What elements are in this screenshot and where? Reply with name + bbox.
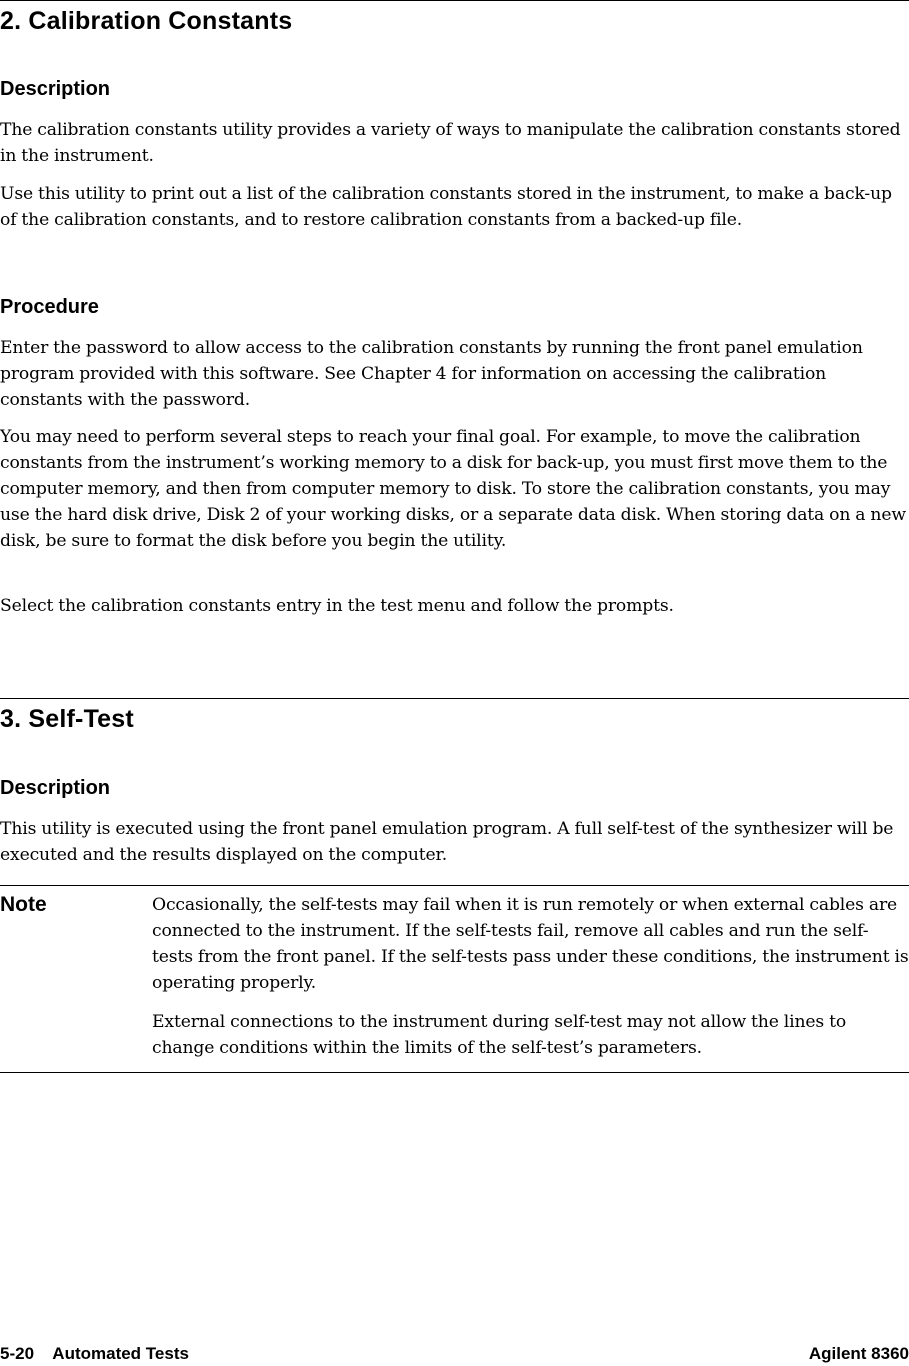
section-2-procedure-paragraph-2: You may need to perform several steps to reach your final goal. For example, to move the calibration constants from the instrument’s working memory to a disk for back-up, you must first move them to the computer memory, and then from computer memory to disk. To store the calibration constants, you may use the hard disk drive, Disk 2 of your working disks, or a separate data disk. When storing data on a new disk, be sure to format the disk before you begin the utility. [0,427,906,551]
section-2-description-heading: Description [0,78,111,100]
section-3-description-heading: Description [0,777,111,799]
section-2-procedure-heading: Procedure [0,296,99,318]
section-2-top-rule [0,0,909,1]
note-paragraph-1: Occasionally, the self-tests may fail when it is run remotely or when external cables are connected to the instrument. If the self-tests fail, remove all cables and run the self-tests from the front panel. If the self-tests pass under these conditions, the instrument is operating properly. [152,895,909,993]
section-2-title: 2. Calibration Constants [0,7,293,35]
section-2-description-paragraph-2: Use this utility to print out a list of the calibration constants stored in the instrument, to make a back-up of the calibration constants, and to restore calibration constants from a backed-up file. [0,184,892,230]
section-2-description-paragraph-1: The calibration constants utility provides a variety of ways to manipulate the calibration constants stored in the instrument. [0,120,901,166]
section-3-description-paragraph-1: This utility is executed using the front panel emulation program. A full self-test of the synthesizer will be executed and the results displayed on the computer. [0,819,894,865]
section-3-top-rule [0,698,909,699]
footer-page-section: 5-20 Automated Tests [0,1344,189,1363]
footer-product-name: Agilent 8360 [808,1344,909,1363]
note-label: Note [0,893,47,916]
section-2-procedure-paragraph-3: Select the calibration constants entry in the test menu and follow the prompts. [0,596,674,616]
note-bottom-rule [0,1072,909,1073]
section-2-procedure-paragraph-1: Enter the password to allow access to the calibration constants by running the front panel emulation program provided with this software. See Chapter 4 for information on accessing the calibration constants with the password. [0,338,863,410]
note-paragraph-2: External connections to the instrument during self-test may not allow the lines to change conditions within the limits of the self-test’s parameters. [152,1012,847,1058]
note-top-rule [0,885,909,886]
section-3-title: 3. Self-Test [0,705,134,733]
